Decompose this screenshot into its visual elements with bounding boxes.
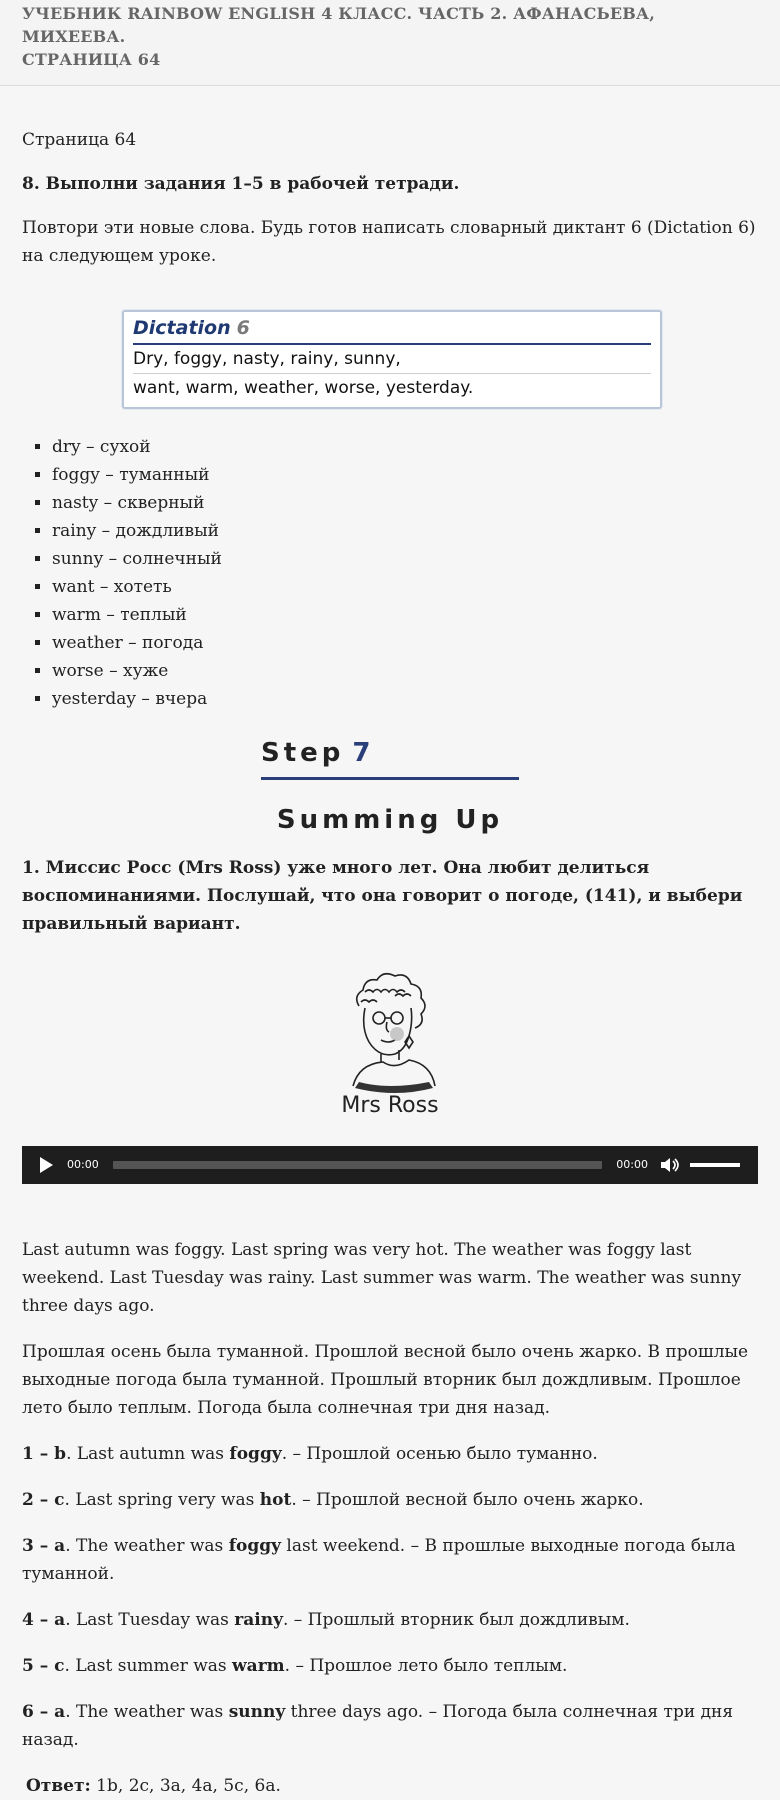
step-number: 7 <box>352 738 375 768</box>
vocab-item: ▪ weather – погода <box>52 629 758 657</box>
summing-up-heading: Summing Up <box>276 805 504 835</box>
page-label: Страница 64 <box>22 130 137 150</box>
page-title <box>22 2 758 71</box>
answer-word: foggy <box>228 1536 281 1556</box>
answer-pre: . The weather was <box>65 1702 229 1722</box>
vocab-item: ▪ sunny – солнечный <box>52 545 758 573</box>
dictation-line-2: want, warm, weather, worse, yesterday. <box>133 378 474 398</box>
mrs-ross-portrait <box>325 962 455 1122</box>
vocab-item: ▪ nasty – скверный <box>52 489 758 517</box>
vocab-item: ▪ want – хотеть <box>52 573 758 601</box>
answer-item <box>22 1532 758 1588</box>
answer-post: . – Прошлой осенью было туманно. <box>281 1444 598 1464</box>
dictation-title <box>133 316 651 345</box>
answer-word: rainy <box>234 1610 283 1630</box>
dictation-line-1: Dry, foggy, nasty, rainy, sunny, <box>133 345 651 374</box>
vocab-item: ▪ worse – хуже <box>52 657 758 685</box>
answer-key: 2 – c <box>22 1490 65 1510</box>
answer-word: warm <box>232 1656 285 1676</box>
vocab-item: ▪ warm – теплый <box>52 601 758 629</box>
final-answer <box>22 1772 758 1800</box>
answer-post: . – Прошлое лето было теплым. <box>284 1656 568 1676</box>
answer-item <box>22 1606 758 1634</box>
dictation-title-text: Dictation <box>133 317 231 339</box>
article-content <box>0 86 780 1800</box>
vocab-item: ▪ foggy – туманный <box>52 461 758 489</box>
answer-key: 4 – a <box>22 1610 66 1630</box>
volume-slider[interactable] <box>690 1163 740 1167</box>
answer-pre: . The weather was <box>65 1536 229 1556</box>
play-icon[interactable] <box>40 1157 53 1173</box>
russian-text: Прошлая осень была туманной. Прошлой весной было очень жарко. В прошлые выходные погода была туманной. Прошлый вторник был дождливым. Прошлое лето было теплым. Погода была солнечная три дня назад. <box>22 1342 749 1418</box>
dictation-number: 6 <box>236 317 250 339</box>
repeat-words-text: Повтори эти новые слова. Будь готов написать словарный диктант 6 (Dictation 6) на следующем уроке. <box>22 218 756 266</box>
answer-key: 5 – c <box>22 1656 65 1676</box>
page-title-line2: СТРАНИЦА 64 <box>22 50 161 69</box>
portrait-caption: Mrs Ross <box>341 1093 439 1118</box>
answer-item <box>22 1486 758 1514</box>
final-answer-label: Ответ: <box>26 1776 91 1796</box>
page-header <box>0 0 780 86</box>
volume-icon[interactable] <box>660 1157 680 1173</box>
audio-time-total: 00:00 <box>616 1158 648 1171</box>
answer-post: . – Прошлой весной было очень жарко. <box>291 1490 644 1510</box>
answer-pre: . Last summer was <box>64 1656 233 1676</box>
answer-word: sunny <box>228 1702 286 1722</box>
task-8: 8. Выполни задания 1–5 в рабочей тетради. <box>22 174 460 194</box>
task-1: 1. Миссис Росс (Mrs Ross) уже много лет. Она любит делиться воспоминаниями. Послушай, что она говорит о погоде, (141), и выбери правильный вариант. <box>22 858 743 934</box>
answer-pre: . Last autumn was <box>66 1444 230 1464</box>
answer-post: three days ago. – Погода была солнечная три дня назад. <box>22 1702 734 1750</box>
final-answer-value: 1b, 2c, 3a, 4a, 5c, 6a. <box>90 1776 281 1796</box>
answer-post: last weekend. – В прошлые выходные погода была туманной. <box>22 1536 736 1584</box>
dictation-box <box>122 310 662 409</box>
answer-word: foggy <box>229 1444 282 1464</box>
vocab-item: ▪ dry – сухой <box>52 433 758 461</box>
answer-item <box>22 1698 758 1754</box>
answer-item <box>22 1440 758 1468</box>
answer-pre: . Last spring very was <box>64 1490 260 1510</box>
audio-progress-bar[interactable] <box>113 1161 603 1169</box>
answer-word: hot <box>259 1490 292 1510</box>
answer-item <box>22 1652 758 1680</box>
audio-player <box>22 1146 758 1184</box>
vocab-item: ▪ yesterday – вчера <box>52 685 758 713</box>
step-heading <box>261 731 519 780</box>
answer-post: . – Прошлый вторник был дождливым. <box>282 1610 630 1630</box>
vocab-list <box>22 433 758 713</box>
step-word: Step <box>261 738 345 768</box>
english-text: Last autumn was foggy. Last spring was very hot. The weather was foggy last weekend. Last Tuesday was rainy. Last summer was warm. The weather was sunny three days ago. <box>22 1240 742 1316</box>
answer-key: 1 – b <box>22 1444 67 1464</box>
answer-key: 3 – a <box>22 1536 66 1556</box>
audio-time-current: 00:00 <box>67 1158 99 1171</box>
page-title-line1: УЧЕБНИК RAINBOW ENGLISH 4 КЛАСС. ЧАСТЬ 2. АФАНАСЬЕВА, МИХЕЕВА. <box>22 4 656 46</box>
vocab-item: ▪ rainy – дождливый <box>52 517 758 545</box>
answer-key: 6 – a <box>22 1702 66 1722</box>
answer-pre: . Last Tuesday was <box>65 1610 235 1630</box>
